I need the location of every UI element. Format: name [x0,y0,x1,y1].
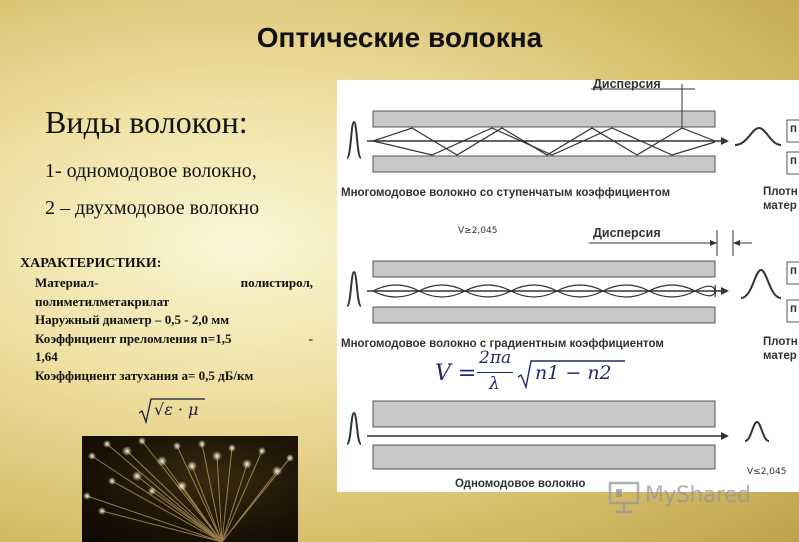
formula-v-root: n1 − n2 [535,362,612,384]
right-box-letter-3: п [790,265,797,277]
watermark-text: MyShared [645,483,751,508]
input-pulse-icon [347,272,361,306]
right-cut-text-1b: матер [763,200,797,212]
characteristics-heading: ХАРАКТЕРИСТИКИ: [20,256,162,271]
output-pulse-icon [741,270,781,298]
formula-v-lhs: V = [435,361,477,386]
formula-v [435,348,625,400]
fiber-diagram-drawing [337,80,799,492]
formula-small-text: √ε · μ [154,400,199,419]
refraction-b: 1,64 [35,349,58,364]
formula-v-numer: 2πa [479,348,512,368]
refraction-a: Коэффициент преломления n=1,5 [35,330,232,346]
output-pulse-icon [745,422,769,441]
material-value-2: полиметилметакрилат [35,293,170,309]
material-row [35,274,313,293]
v-label-top: V≥2,045 [458,226,498,236]
outer-diameter: Наружный диаметр – 0,5 - 2,0 мм [35,312,230,327]
fraction-bar [477,372,513,373]
refraction-dash: - [308,330,313,346]
single-mode-diagram [347,401,769,469]
type-item-twomode: 2 – двухмодовое волокно [45,197,260,219]
attenuation: Коэффициент затухания a= 0,5 дБ/км [35,367,254,383]
presentation-board-icon [607,481,643,515]
formula-v-denom: λ [489,374,500,394]
v-label-bottom: V≤2,045 [747,467,787,477]
graded-index-diagram [347,230,799,323]
right-box-letter-4: п [790,303,797,315]
type-item-singlemode: 1- одномодовое волокно, [45,160,257,182]
output-pulse-icon [735,128,781,145]
caption-single-mode: Одномодовое волокно [455,478,586,490]
types-heading: Виды волокон: [45,104,248,140]
fiber-strands-icon [82,436,298,542]
fiber-optic-photo [82,436,298,542]
formula-sqrt-eps-mu [138,396,206,424]
characteristics-list [35,274,313,385]
right-cut-text-2b: матер [763,350,797,362]
caption-step-index: Многомодовое волокно со ступенчатым коэффициентом [341,187,671,199]
fiber-diagram-panel [337,77,799,492]
refraction-row [35,330,313,349]
right-box-letter-1: п [790,123,797,135]
right-box-letter-2: п [790,155,797,167]
input-pulse-icon [347,413,361,444]
dispersion-label-2: Дисперсия [593,226,661,240]
slide-title: Оптические волокна [256,22,543,53]
caption-graded-index: Многомодовое волокно с градиентным коэффициентом [341,338,664,350]
right-cut-text-2a: Плотн [763,336,798,348]
input-pulse-icon [347,122,361,158]
material-label: Материал- [35,275,99,290]
material-value: полистирол, [240,275,313,290]
right-cut-text-1a: Плотн [763,186,798,198]
step-index-diagram [347,84,799,174]
dispersion-label-1: Дисперсия [593,77,661,91]
myshared-watermark [605,478,799,518]
